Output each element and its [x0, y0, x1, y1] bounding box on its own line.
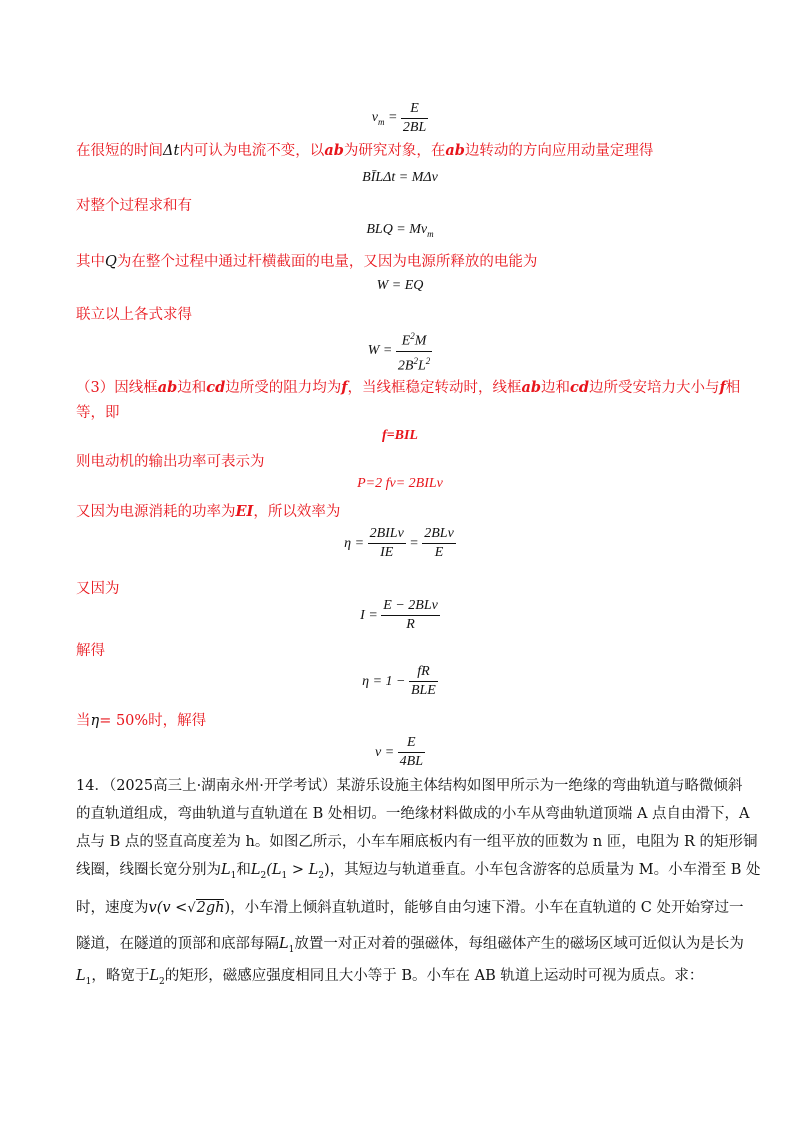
math-ei: EI — [235, 503, 254, 520]
equation-force: f=BIL — [382, 428, 418, 443]
text-run: 相 — [725, 380, 741, 396]
math-ab: ab — [521, 379, 542, 396]
equation-blq — [0, 222, 800, 239]
math-paren: ) — [224, 900, 231, 916]
fraction-numerator: 2BILv — [368, 526, 406, 544]
fraction-numerator: E — [401, 101, 428, 119]
text-run: 边和 — [541, 380, 571, 396]
equation-work — [0, 328, 800, 374]
text-run: （3）因线框 — [76, 380, 158, 396]
text-run: 为研究对象，在 — [343, 143, 446, 159]
text-run: ，小车滑上倾斜直轨道时，能够自由匀速下滑。小车在直轨道的 C 处开始穿过一 — [230, 900, 744, 916]
paragraph-solve: 解得 — [76, 643, 105, 659]
math-delta-t: Δt — [163, 143, 180, 159]
equation-eta — [0, 526, 800, 561]
eq-lhs: η = 1 − — [362, 673, 406, 689]
paragraph-combine: 联立以上各式求得 — [76, 307, 192, 323]
fraction-numerator: fR — [409, 664, 438, 682]
equation-impulse: BĪLΔt = MΔv — [362, 170, 438, 185]
eq-text: 2B — [397, 358, 414, 374]
text-run: 当 — [76, 713, 91, 729]
math-f: f — [719, 379, 726, 396]
text-run: 内可认为电流不变，以 — [179, 143, 325, 159]
sqrt-icon: √ — [187, 901, 196, 916]
fraction-denominator: E — [434, 545, 444, 560]
math-subscript: 2 — [159, 976, 165, 987]
fraction-denominator: IE — [380, 545, 394, 560]
eq-superscript: 2 — [425, 355, 431, 366]
text-run: 边转动的方向应用动量定理得 — [464, 143, 654, 159]
fraction-numerator: E — [398, 735, 425, 753]
text-run: ，其短边与轨道垂直。小车包含游客的总质量为 M。小车滑至 B 处 — [329, 862, 761, 878]
math-cd: cd — [206, 379, 226, 396]
text-run: 和 — [236, 862, 251, 878]
eq-subscript: m — [377, 116, 385, 127]
eq-superscript: 2 — [410, 331, 415, 341]
math-text: > L — [287, 862, 319, 878]
fraction-denominator: R — [406, 617, 415, 632]
paragraph-momentum — [76, 141, 726, 161]
text-run: = 50%时，解得 — [99, 713, 207, 729]
paragraph-when — [76, 711, 726, 731]
paragraph-also: 又因为 — [76, 581, 120, 597]
math-paren: (L — [266, 862, 282, 878]
equation-current — [0, 598, 800, 633]
math-ab: ab — [324, 142, 344, 159]
math-l: L — [76, 968, 86, 984]
eq-subscript: m — [427, 228, 434, 239]
question-14-line-4 — [76, 860, 761, 886]
math-l: L — [221, 862, 231, 878]
math-subscript: 1 — [288, 944, 295, 955]
text-run: 又因为电源消耗的功率为 — [76, 504, 236, 520]
eq-superscript: 2 — [413, 355, 418, 366]
equation-eta-result — [0, 664, 800, 699]
text-run: 边所受的阻力均为 — [225, 380, 342, 396]
text-run: 为在整个过程中通过杆横截面的电量，又因为电源所释放的电能为 — [116, 254, 538, 270]
text-run: 在很短的时间 — [76, 143, 163, 159]
question-14-line-1: 14．（2025高三上·湖南永州·开学考试）某游乐设施主体结构如图甲所示为一绝缘的弯曲轨道与略微倾斜 — [76, 778, 743, 794]
math-subscript: 2 — [260, 870, 267, 881]
math-subscript: 1 — [230, 870, 237, 881]
fraction-denominator: 4BL — [399, 754, 423, 769]
fraction-numerator: 2BLv — [422, 526, 456, 544]
eq-lhs: I = — [360, 607, 378, 623]
paragraph-sum: 对整个过程求和有 — [76, 198, 192, 214]
eq-text: M — [414, 333, 427, 349]
text-run: ，略宽于 — [91, 968, 150, 984]
math-l: L — [250, 862, 261, 878]
text-run: 放置一对正对着的强磁体，每组磁体产生的磁场区域可近似认为是长为 — [294, 936, 744, 952]
eq-lhs: W = — [367, 343, 393, 359]
eq-text: L — [417, 358, 426, 374]
math-v: v — [148, 900, 157, 916]
equation-power: P=2 fv= 2BILv — [357, 476, 443, 491]
paragraph-efficiency — [76, 502, 726, 522]
text-run: 边和 — [177, 380, 207, 396]
text-run: 时，速度为 — [76, 900, 149, 916]
text-run: ，所以效率为 — [253, 504, 341, 520]
math-paren: ) — [324, 862, 330, 878]
eq-lhs: η = — [344, 535, 365, 551]
math-f: f — [341, 379, 348, 396]
text-run: ，当线框稳定转动时，线框 — [347, 380, 522, 396]
question-14-line-3: 点与 B 点的竖直高度差为 h。如图乙所示，小车车厢底板内有一组平放的匝数为 n 匝，电阻为 R 的矩形铜 — [76, 834, 758, 850]
eq-text: BLQ = Mv — [366, 222, 428, 237]
question-14-line-7 — [76, 966, 728, 992]
paragraph-power: 则电动机的输出功率可表示为 — [76, 454, 265, 470]
paragraph-part3-cont: 等，即 — [76, 405, 120, 421]
equation-vm: $v_m$ = $\frac{E}{2BL}$ — [371, 101, 427, 135]
math-q: Q — [105, 254, 117, 270]
math-radicand: 2gh — [196, 900, 225, 916]
fraction-numerator: E − 2BLv — [381, 598, 440, 616]
math-subscript: 1 — [281, 870, 288, 881]
eq-equals: = — [409, 535, 419, 551]
math-cd: cd — [570, 379, 590, 396]
math-ab: ab — [445, 142, 465, 159]
equation-energy: W = EQ — [376, 278, 424, 293]
eq-text: E — [401, 333, 411, 349]
question-14-line-6 — [76, 934, 744, 960]
text-run: 隧道，在隧道的顶部和底部每隔 — [76, 936, 279, 952]
math-subscript: 2 — [318, 870, 325, 881]
text-run: 线圈，线圈长宽分别为 — [76, 862, 221, 878]
paragraph-part3 — [76, 378, 741, 398]
question-14-line-2: 的直轨道组成，弯曲轨道与直轨道在 B 处相切。一绝缘材料做成的小车从弯曲轨道顶端 A 点自由滑下，A — [76, 806, 750, 822]
math-ab: ab — [157, 379, 178, 396]
fraction-denominator: 2BL — [402, 120, 427, 135]
eq-lhs: v = — [374, 744, 395, 760]
math-eta: η — [90, 713, 100, 729]
paragraph-charge — [76, 252, 726, 272]
math-subscript: 1 — [85, 976, 92, 987]
math-l: L — [279, 936, 289, 952]
math-text: (v < — [156, 900, 188, 916]
text-run: 其中 — [76, 254, 105, 270]
fraction-denominator: BLE — [410, 683, 436, 698]
text-run: 边所受安培力大小与 — [589, 380, 720, 396]
text-run: 的矩形，磁感应强度相同且大小等于 B。小车在 AB 轨道上运动时可视为质点。求： — [164, 968, 704, 984]
question-14-line-5 — [76, 898, 744, 919]
eq-symbol: v — [371, 110, 378, 126]
equation-v-result — [0, 735, 800, 770]
math-l: L — [149, 968, 160, 984]
